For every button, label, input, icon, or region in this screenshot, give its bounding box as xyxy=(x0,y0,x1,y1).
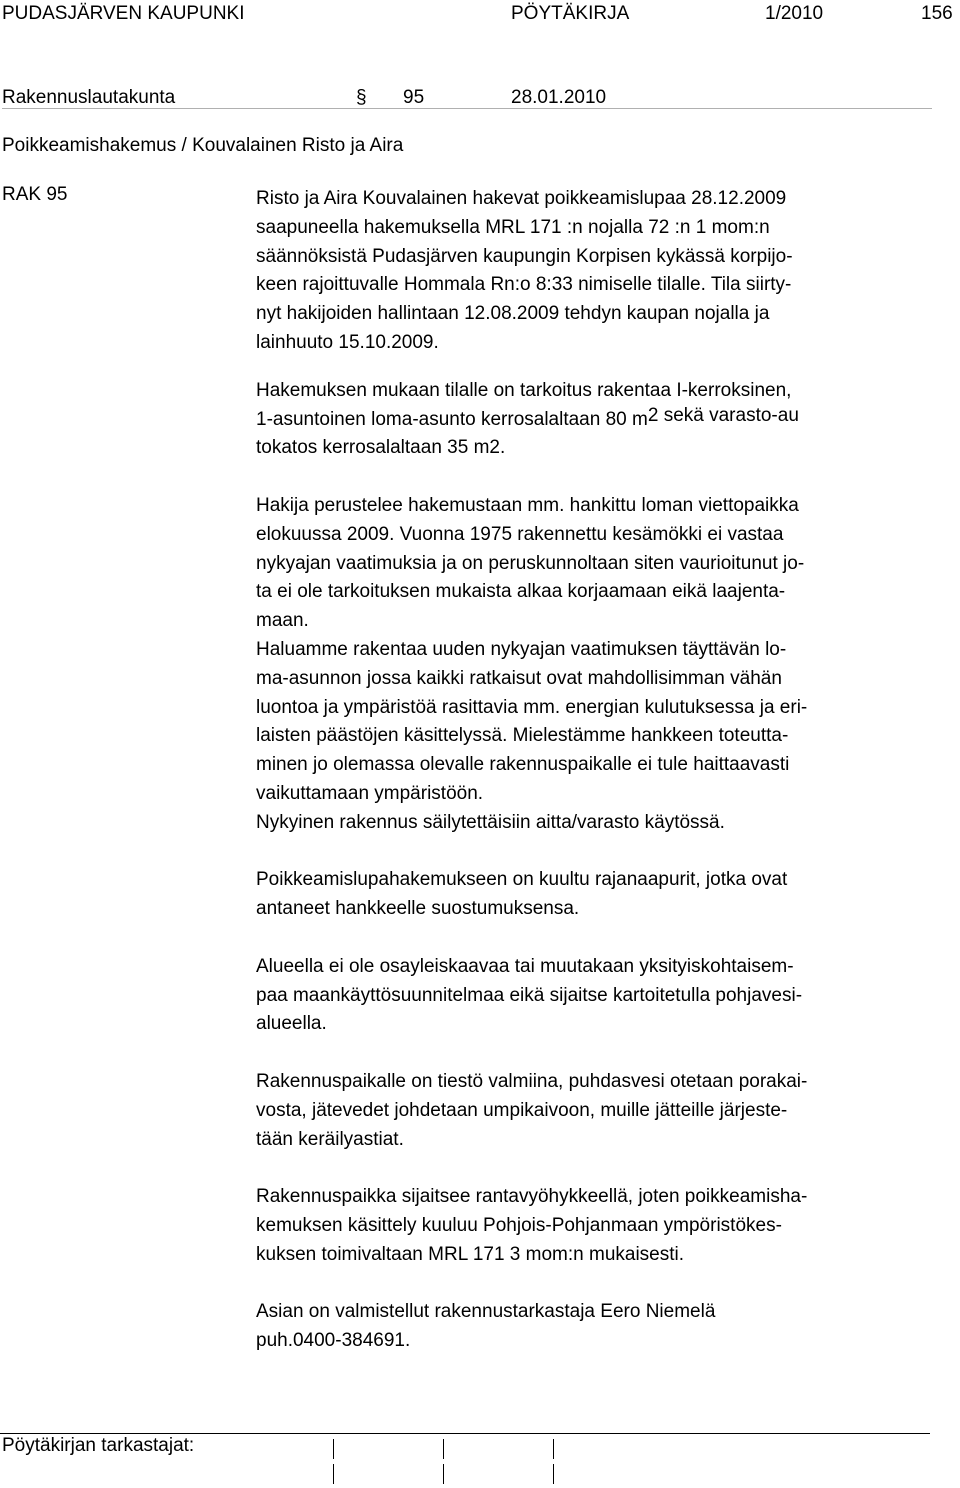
text-line: kemuksen käsittely kuuluu Pohjois-Pohjanmaan ympöristökes- xyxy=(256,1214,782,1236)
text-segment: 1-asuntoinen loma-asunto kerrosalaltaan 80 m xyxy=(256,408,648,430)
paragraph-infrastructure xyxy=(256,1068,896,1154)
paragraph-preparer xyxy=(256,1298,896,1356)
text-line xyxy=(256,406,896,435)
text-line: luontoa ja ympäristöä rasittavia mm. energian kulutuksessa ja eri- xyxy=(256,696,808,718)
signature-field-divider xyxy=(443,1439,444,1459)
text-line: minen jo olemassa olevalle rakennuspaikalle ei tule haittaavasti xyxy=(256,754,790,776)
text-line: antaneet hankkeelle suostumuksensa. xyxy=(256,898,580,920)
meeting-date: 28.01.2010 xyxy=(511,87,607,108)
text-line: Poikkeamislupahakemukseen on kuultu rajanaapurit, jotka ovat xyxy=(256,869,788,891)
text-line: Hakija perustelee hakemustaan mm. hankittu loman viettopaikka xyxy=(256,494,799,516)
text-line: Rakennuspaikalle on tiestö valmiina, puhdasvesi otetaan porakai- xyxy=(256,1070,808,1092)
text-line: Rakennuspaikka sijaitsee rantavyöhykkeellä, joten poikkeamisha- xyxy=(256,1186,808,1208)
text-segment: sekä varasto-au xyxy=(658,404,799,426)
organization-name: PUDASJÄRVEN KAUPUNKI xyxy=(2,3,245,24)
text-line: paa maankäyttösuunnitelmaa eikä sijaitse kartoitetulla pohjavesi- xyxy=(256,984,803,1006)
superscript-text: 2 xyxy=(647,404,659,426)
text-line: Alueella ei ole osayleiskaavaa tai muutakaan yksityiskohtaisem- xyxy=(256,955,794,977)
text-line: Nykyinen rakennus säilytettäisiin aitta/varasto käytössä. xyxy=(256,811,725,833)
header-divider xyxy=(2,108,932,109)
text-line: ma-asunnon jossa kaikki ratkaisut ovat mahdollisimman vähän xyxy=(256,667,782,689)
section-sign: § xyxy=(356,87,367,108)
text-line: nykyajan vaatimuksia ja on peruskunnoltaan siten vaurioitunut jo- xyxy=(256,552,805,574)
document-number: 1/2010 xyxy=(765,3,824,24)
reviewers-label: Pöytäkirjan tarkastajat: xyxy=(2,1435,195,1456)
text-line: Hakemuksen mukaan tilalle on tarkoitus rakentaa I-kerroksinen, xyxy=(256,379,792,401)
text-line: laisten päästöjen käsittelyssä. Mielestämme hankkeen toteutta- xyxy=(256,725,789,747)
text-line: ta ei ole tarkoituksen mukaista alkaa korjaamaan eikä laajenta- xyxy=(256,581,786,603)
text-line: kuksen toimivaltaan MRL 171 3 mom:n mukaisesti. xyxy=(256,1243,685,1265)
signature-field-divider xyxy=(443,1464,444,1484)
text-line: vaikuttamaan ympäristöön. xyxy=(256,782,484,804)
signature-field-divider xyxy=(553,1464,554,1484)
signature-field-divider xyxy=(333,1464,334,1484)
signature-field-divider xyxy=(553,1439,554,1459)
text-line: Asian on valmistellut rakennustarkastaja Eero Niemelä xyxy=(256,1301,716,1323)
section-reference: RAK 95 xyxy=(2,184,68,205)
paragraph-zoning xyxy=(256,953,896,1039)
document-body xyxy=(256,185,896,1356)
text-line: saapuneella hakemuksella MRL 171 :n nojalla 72 :n 1 mom:n xyxy=(256,216,770,238)
text-line: Risto ja Aira Kouvalainen hakevat poikkeamislupaa 28.12.2009 xyxy=(256,188,787,209)
board-name: Rakennuslautakunta xyxy=(2,87,176,108)
text-line: alueella. xyxy=(256,1013,327,1035)
text-line: elokuussa 2009. Vuonna 1975 rakennettu kesämökki ei vastaa xyxy=(256,523,784,545)
text-line: puh.0400-384691. xyxy=(256,1330,411,1352)
page-number: 156 xyxy=(921,3,953,24)
document-type: PÖYTÄKIRJA xyxy=(511,3,630,24)
paragraph-shore-zone xyxy=(256,1183,896,1269)
text-line: nyt hakijoiden hallintaan 12.08.2009 tehdyn kaupan nojalla ja xyxy=(256,303,770,325)
paragraph-justification xyxy=(256,492,896,838)
text-line: tään keräilyastiat. xyxy=(256,1128,404,1150)
text-line: keen rajoittuvalle Hommala Rn:o 8:33 nimiselle tilalle. Tila siirty- xyxy=(256,274,792,296)
text-line: Haluamme rakentaa uuden nykyajan vaatimuksen täyttävän lo- xyxy=(256,638,787,660)
paragraph-building-plan xyxy=(256,377,896,463)
paragraph-application xyxy=(256,185,896,358)
paragraph-neighbours xyxy=(256,866,896,924)
signature-field-divider xyxy=(333,1439,334,1459)
text-line: säännöksistä Pudasjärven kaupungin Korpisen kykässä korpijo- xyxy=(256,245,793,267)
subject-title: Poikkeamishakemus / Kouvalainen Risto ja Aira xyxy=(2,135,404,156)
text-line: lainhuuto 15.10.2009. xyxy=(256,331,439,353)
text-line: tokatos kerrosalaltaan 35 m2. xyxy=(256,437,506,459)
section-number: 95 xyxy=(403,87,425,108)
text-line: vosta, jätevedet johdetaan umpikaivoon, muille jätteille järjeste- xyxy=(256,1099,788,1121)
text-line: maan. xyxy=(256,610,309,632)
